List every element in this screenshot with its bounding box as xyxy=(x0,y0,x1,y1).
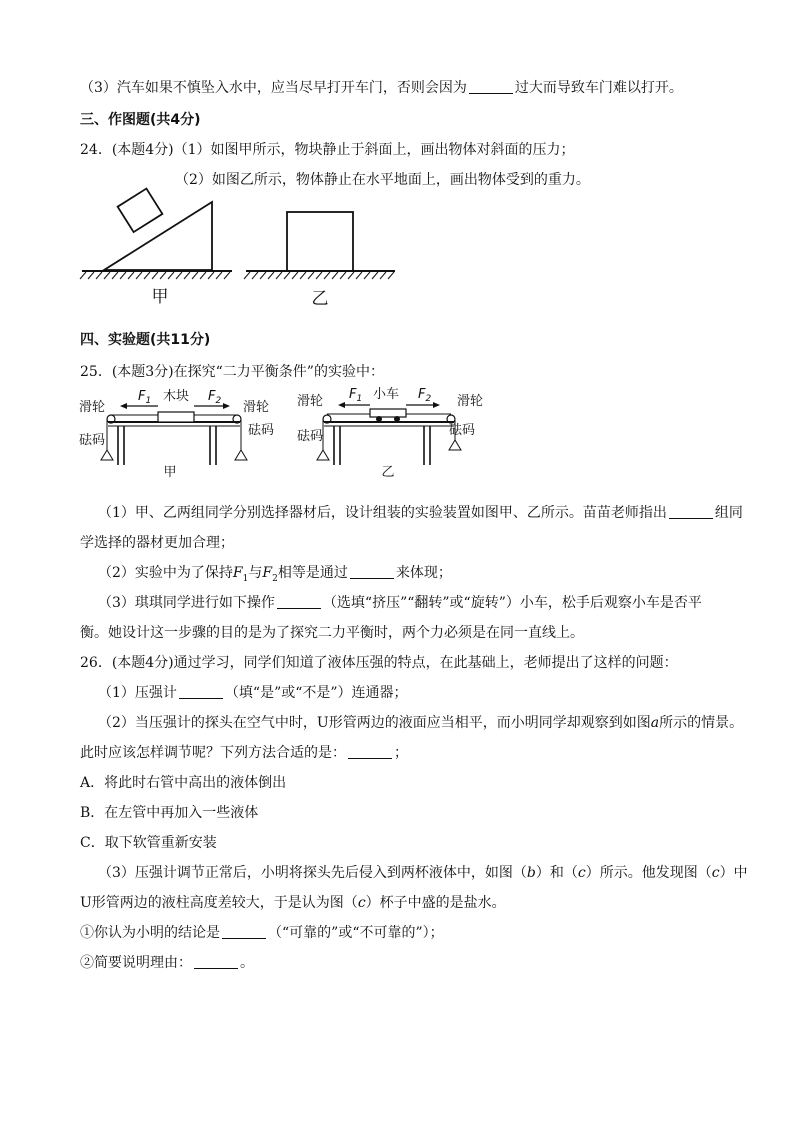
q26-option-a: A．将此时右管中高出的液体倒出 xyxy=(80,775,287,791)
q26-part2-line1: （2）当压强计的探头在空气中时，U形管两边的液面应当相平，而小明同学却观察到如图a所示的情景。 xyxy=(98,715,744,731)
label-f2: $F_2$ xyxy=(208,389,222,406)
q26-part3-line1: （3）压强计调节正常后，小明将探头先后侵入到两杯液体中，如图（b）和（c）所示。他发现图（c）中 xyxy=(98,865,748,881)
answer-blank[interactable] xyxy=(222,924,266,939)
wooden-block xyxy=(158,412,194,422)
q26-sub1: ①你认为小明的结论是 （“可靠的”或“不可靠的”）； xyxy=(80,925,444,941)
figure-jia-caption: 甲 xyxy=(151,287,169,307)
q26-intro: 26．(本题4分)通过学习，同学们知道了液体压强的特点，在此基础上，老师提出了这样的问题： xyxy=(80,655,678,671)
label-pulley-left: 滑轮 xyxy=(297,394,324,409)
q23-part3-text-end: 过大而导致车门难以打开。 xyxy=(514,80,683,96)
q26-option-b: B．在左管中再加入一些液体 xyxy=(80,805,259,821)
label-f2: $F_2$ xyxy=(418,387,432,404)
cart-wheel xyxy=(376,416,382,422)
q25-part2: （2）实验中为了保持$F_1$与$F_2$相等是通过 来体现； xyxy=(98,565,452,584)
q26-part3-line2: U形管两边的液柱高度差较大，于是认为图（c）杯子中盛的是盐水。 xyxy=(80,895,506,911)
q23-part3-text: （3）汽车如果不慎坠入水中，应当尽早打开车门，否则会因为 xyxy=(80,80,467,96)
label-weight-right: 砝码 xyxy=(449,423,476,438)
section-experiment-title: 四、实验题(共11分) xyxy=(80,332,211,348)
label-weight-left: 砝码 xyxy=(297,429,324,444)
label-block: 木块 xyxy=(163,389,190,404)
answer-blank[interactable] xyxy=(348,744,392,759)
weight-icon xyxy=(449,440,461,450)
q26-part1: （1）压强计 （填“是”或“不是”）连通器； xyxy=(98,685,408,701)
label-pulley-left: 滑轮 xyxy=(79,400,106,415)
label-pulley-right: 滑轮 xyxy=(243,400,270,415)
figure-25-yi xyxy=(297,387,483,480)
answer-blank[interactable] xyxy=(277,594,321,609)
q25-intro: 25．(本题3分)在探究“二力平衡条件”的实验中： xyxy=(80,364,384,380)
answer-blank[interactable] xyxy=(179,684,223,699)
cart xyxy=(370,409,406,417)
figure-yi-caption: 乙 xyxy=(311,289,329,309)
figure-25-jia-caption: 甲 xyxy=(163,465,177,480)
section-drawing-title: 三、作图题(共4分) xyxy=(80,112,201,128)
weight-icon xyxy=(317,450,329,460)
label-f1: $F_1$ xyxy=(138,389,152,406)
figure-25-yi-caption: 乙 xyxy=(381,465,395,480)
label-pulley-right: 滑轮 xyxy=(457,394,484,409)
answer-blank[interactable] xyxy=(669,504,713,519)
q26-option-c: C．取下软管重新安装 xyxy=(80,835,217,851)
figure-25-jia xyxy=(79,388,274,480)
label-f1: $F_1$ xyxy=(349,387,363,404)
q25-part3-line1: （3）琪琪同学进行如下操作 （选填“挤压”“翻转”或“旋转”）小车，松手后观察小车是否平 xyxy=(98,595,702,611)
cart-wheel xyxy=(394,416,400,422)
label-weight-left: 砝码 xyxy=(79,433,106,448)
q24-line1: 24．(本题4分)（1）如图甲所示，物块静止于斜面上，画出物体对斜面的压力； xyxy=(80,142,575,158)
weight-icon xyxy=(235,450,247,460)
answer-blank[interactable] xyxy=(350,564,394,579)
answer-blank[interactable] xyxy=(194,954,238,969)
q25-part1-line2: 学选择的器材更加合理； xyxy=(80,535,234,551)
q25-part3-line2: 衡。她设计这一步骤的目的是为了探究二力平衡时，两个力必须是在同一直线上。 xyxy=(80,625,584,641)
q26-part2-line2: 此时应该怎样调节呢？下列方法合适的是： ； xyxy=(80,745,408,761)
q26-sub2: ②简要说明理由： 。 xyxy=(80,955,254,971)
label-cart: 小车 xyxy=(373,387,400,402)
q24-line2: （2）如图乙所示，物体静止在水平地面上，画出物体受到的重力。 xyxy=(175,172,590,188)
q25-part1-line1: （1）甲、乙两组同学分别选择器材后，设计组装的实验装置如图甲、乙所示。苗苗老师指出 组同 xyxy=(98,505,743,521)
weight-icon xyxy=(101,450,113,460)
label-weight-right: 砝码 xyxy=(248,423,275,438)
